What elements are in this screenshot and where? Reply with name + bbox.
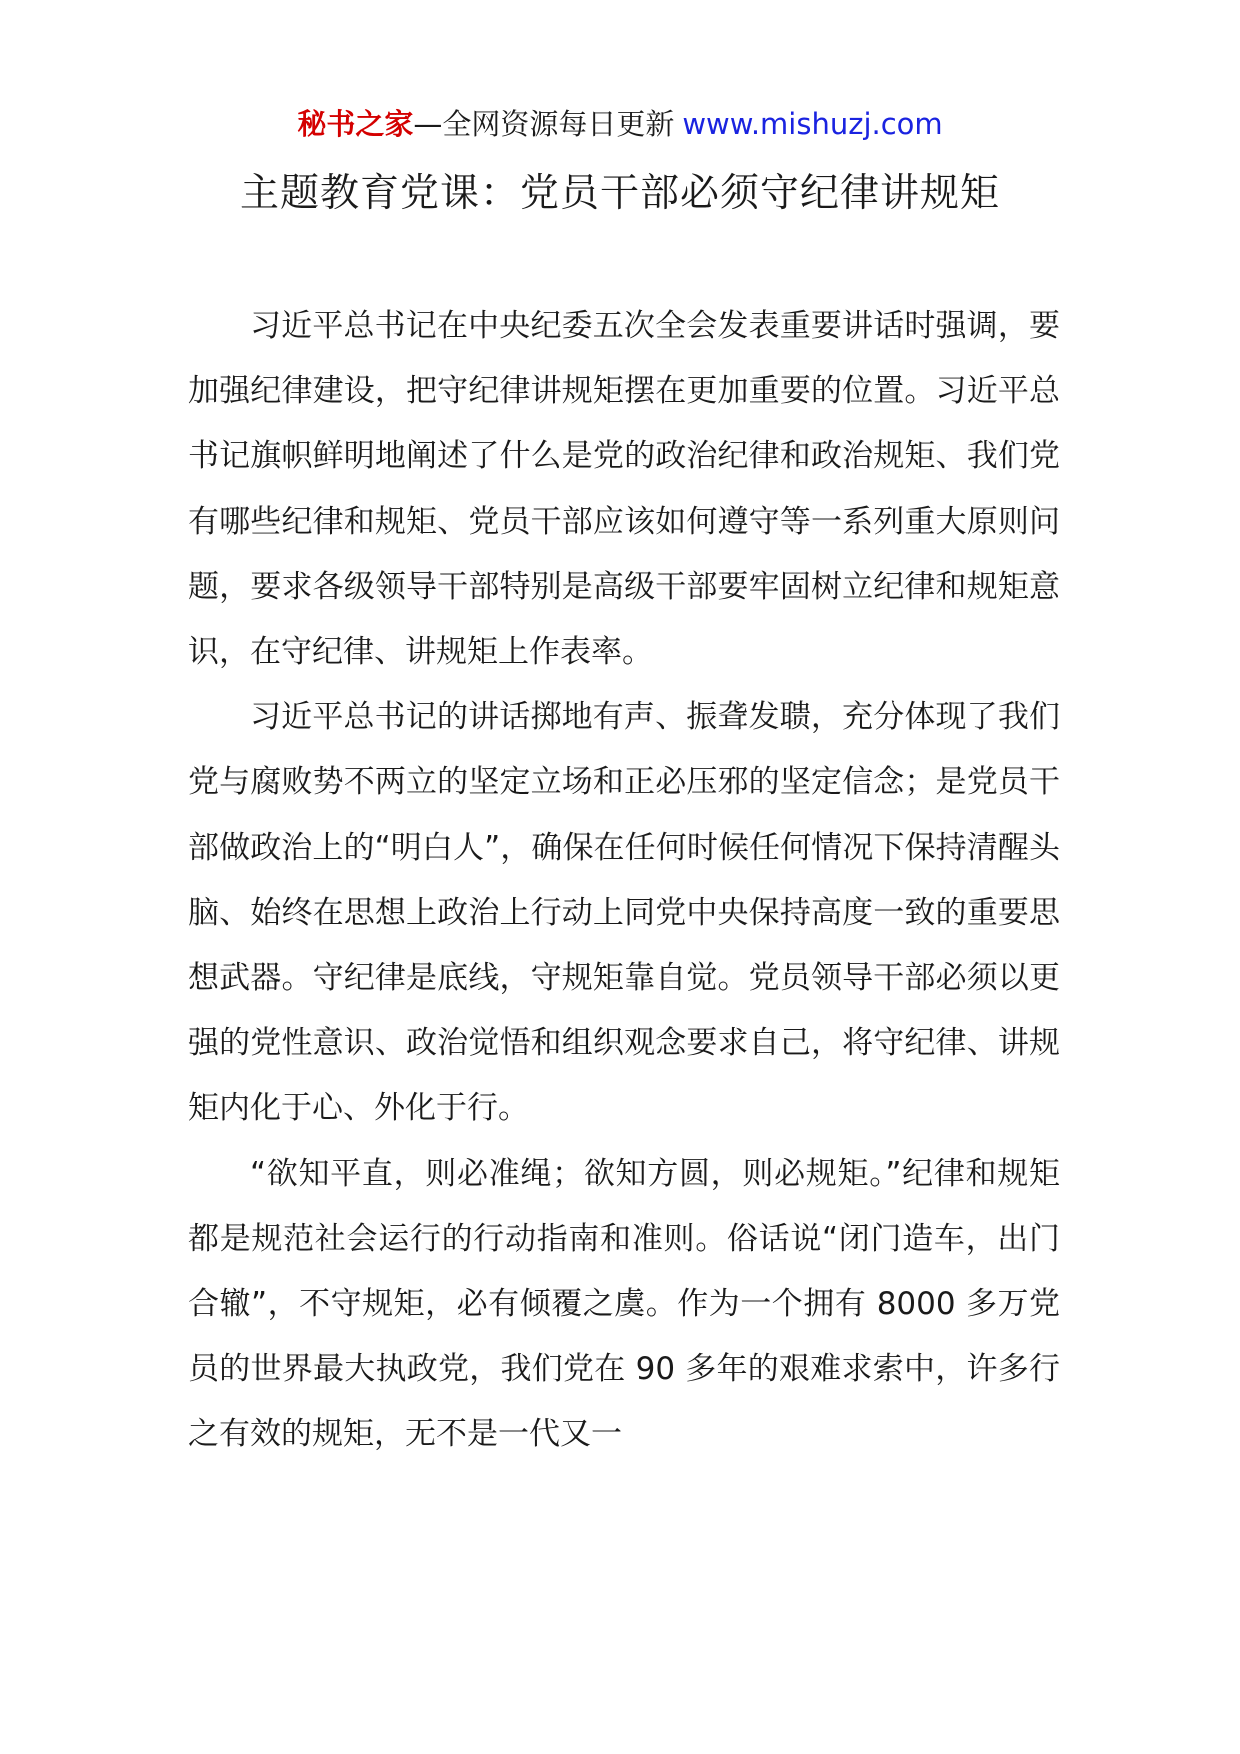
brand-name: 秘书之家 (297, 107, 414, 141)
paragraph-2: 习近平总书记的讲话掷地有声、振聋发聩，充分体现了我们党与腐败势不两立的坚定立场和正必压邪的坚定信念；是党员干部做政治上的“明白人”，确保在任何时候任何情况下保持清醒头脑、始终在思想上政治上行动上同党中央保持高度一致的重要思想武器。守纪律是底线，守规矩靠自觉。党员领导干部必须以更强的党性意识、政治觉悟和组织观念要求自己，将守纪律、讲规矩内化于心、外化于行。 (188, 699, 1060, 1127)
document-body (188, 294, 1060, 1468)
paragraph-3: “欲知平直，则必准绳；欲知方圆，则必规矩。”纪律和规矩都是规范社会运行的行动指南和准则。俗话说“闭门造车，出门合辙”，不守规矩，必有倾覆之虞。作为一个拥有 8000 多万党员的世界最大执政党，我们党在 90 多年的艰难求索中，许多行之有效的规矩，无不是一代又一 (188, 1155, 1060, 1453)
site-header (0, 100, 1240, 148)
header-tagline: —全网资源每日更新 (413, 107, 675, 141)
paragraph-1: 习近平总书记在中央纪委五次全会发表重要讲话时强调，要加强纪律建设，把守纪律讲规矩摆在更加重要的位置。习近平总书记旗帜鲜明地阐述了什么是党的政治纪律和政治规矩、我们党有哪些纪律和规矩、党员干部应该如何遵守等一系列重大原则问题，要求各级领导干部特别是高级干部要牢固树立纪律和规矩意识，在守纪律、讲规矩上作表率。 (188, 308, 1060, 671)
document-title: 主题教育党课：党员干部必须守纪律讲规矩 (239, 171, 1000, 216)
site-url-link[interactable]: www.mishuzj.com (682, 107, 943, 141)
